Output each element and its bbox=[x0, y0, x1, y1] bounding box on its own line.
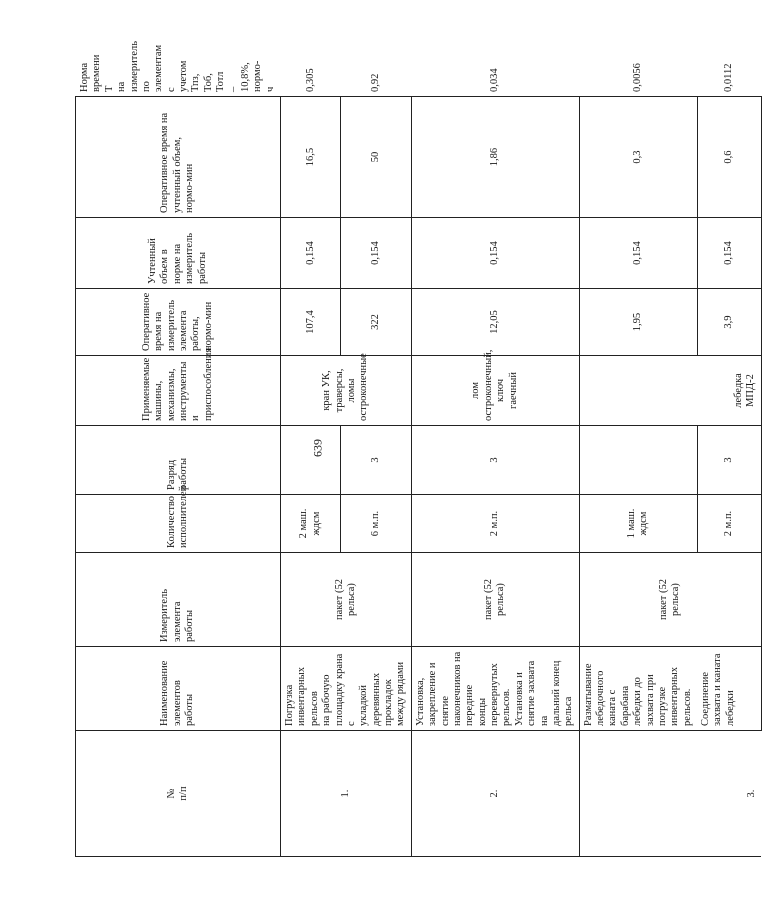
row3-name-b: Соединение захвата и каната лебедки bbox=[697, 647, 761, 731]
row1-workers-b: 6 м.п. bbox=[341, 495, 411, 553]
page-number: 639 bbox=[310, 439, 325, 457]
header-workers bbox=[76, 485, 281, 553]
row2-op-time-volume: 1,86 bbox=[411, 97, 579, 218]
row3-volume-b: 0,154 bbox=[697, 218, 761, 289]
row1-op-time-a: 107,4 bbox=[281, 289, 341, 356]
header-meter-text: Измеритель элемента работы bbox=[159, 588, 196, 642]
row2-num: 2. bbox=[411, 731, 579, 857]
row3-grade-b: 3 bbox=[697, 426, 761, 495]
header-volume-text: Учтенный объем в норме на измеритель работы bbox=[147, 232, 208, 284]
row2-meter: пакет (52 рельса) bbox=[411, 553, 579, 647]
table-row: Соединение захвата и каната лебедки 2 м.п. 3 3,9 0,154 0,6 0,0112 bbox=[697, 97, 761, 857]
row1-meter: пакет (52 рельса) bbox=[281, 553, 412, 647]
header-op-time-volume-text: Оперативное время на учтенный объем, нормо-мин bbox=[159, 112, 196, 213]
row1-machines: кран УК, траверсы, ломы остроконечные bbox=[281, 356, 412, 426]
table-row: 1. Погрузка инвентарных рельсов на рабочую площадку крана с укладкой деревянных прокладок между рядами пакет (52 рельса) 2 маш. ждсм кран УК, траверсы, ломы остроконечные 107,4 0,154 16,5 0,305 bbox=[281, 97, 341, 857]
row3-meter: пакет (52 рельса) bbox=[579, 553, 761, 647]
row3-op-time-a: 1,95 bbox=[579, 289, 697, 356]
header-row: № п/п Наименование элементов работы Измеритель элемента работы Количество исполнителей Разряд работы Применяемые машины, механизмы, инструменты и приспособления Оперативное время на измеритель элемента работы, нормо-мин Учтенный объем в норме на измеритель работы Оперативное время на учтенный объем, нормо-мин Норма времени Т на измеритель по элементам с учетом Тпз, Тоб, Тотл – 10,8%, нормо-ч bbox=[76, 97, 281, 857]
row1-name: Погрузка инвентарных рельсов на рабочую площадку крана с укладкой деревянных прокладок между рядами bbox=[281, 647, 412, 731]
row1-op-time-b: 322 bbox=[341, 289, 411, 356]
row2-grade: 3 bbox=[411, 426, 579, 495]
header-op-time bbox=[76, 289, 281, 356]
rotated-table-wrapper bbox=[75, 40, 757, 857]
row1-op-time-volume-b: 50 bbox=[341, 97, 411, 218]
header-op-time-volume bbox=[76, 97, 281, 218]
row3-machines: лебедка МПД-2 bbox=[579, 356, 761, 426]
norm-table bbox=[75, 40, 762, 857]
row1-grade-a bbox=[281, 426, 341, 495]
header-volume bbox=[76, 218, 281, 289]
row3-grade-a bbox=[579, 426, 697, 495]
row3-workers-b: 2 м.п. bbox=[697, 495, 761, 553]
row3-op-time-b: 3,9 bbox=[697, 289, 761, 356]
table-row: 3. Разматывание лебедочного каната с барабана лебедки до захвата при погрузке инвентарных рельсов. пакет (52 рельса) 1 маш. ждсм лебедка МПД-2 1,95 0,154 0,3 0,0056 bbox=[579, 97, 697, 857]
row2-machines: лом остроконечный, ключ гаечный bbox=[411, 356, 579, 426]
row3-volume-a: 0,154 bbox=[579, 218, 697, 289]
header-name bbox=[76, 647, 281, 731]
row1-grade-b: 3 bbox=[341, 426, 411, 495]
header-num-text: № п/п bbox=[165, 786, 189, 801]
row1-op-time-volume-a: 16,5 bbox=[281, 97, 341, 218]
header-num bbox=[76, 731, 281, 857]
row2-volume: 0,154 bbox=[411, 218, 579, 289]
table-row: 2. Установка, закрепление и снятие наконечников на передние концы перевернутых рельсов. Установка и снятие захвата на дальний конец рельса пакет (52 рельса) 2 м.п. 3 лом остроконечный, ключ гаечный 12,05 0,154 1,86 0,034 bbox=[411, 97, 579, 857]
header-name-text: Наименование элементов работы bbox=[159, 660, 196, 726]
row2-op-time: 12,05 bbox=[411, 289, 579, 356]
row3-num: 3. bbox=[579, 731, 761, 857]
header-grade bbox=[76, 426, 281, 495]
row1-num: 1. bbox=[281, 731, 412, 857]
table-row: 6 м.п. 3 322 0,154 50 0,92 bbox=[341, 97, 411, 857]
row1-volume-a: 0,154 bbox=[281, 218, 341, 289]
row2-workers: 2 м.п. bbox=[411, 495, 579, 553]
header-machines-text: Применяемые машины, механизмы, инструменты и приспособления bbox=[140, 347, 214, 421]
header-op-time-text: Оперативное время на измеритель элемента работы, нормо-мин bbox=[140, 292, 214, 351]
header-machines bbox=[76, 347, 281, 426]
header-grade-text: Разряд работы bbox=[165, 457, 189, 490]
row3-name-a: Разматывание лебедочного каната с барабана лебедки до захвата при погрузке инвентарных рельсов. bbox=[579, 647, 697, 731]
header-workers-text: Количество исполнителей bbox=[165, 485, 189, 548]
row2-name: Установка, закрепление и снятие наконечников на передние концы перевернутых рельсов. Установка и снятие захвата на дальний конец рельса bbox=[411, 647, 579, 731]
header-meter bbox=[76, 553, 281, 647]
row3-op-time-volume-b: 0,6 bbox=[697, 97, 761, 218]
row3-workers-a: 1 маш. ждсм bbox=[579, 495, 697, 553]
row1-workers-a: 2 маш. ждсм bbox=[281, 495, 341, 553]
row3-op-time-volume-a: 0,3 bbox=[579, 97, 697, 218]
row1-volume-b: 0,154 bbox=[341, 218, 411, 289]
